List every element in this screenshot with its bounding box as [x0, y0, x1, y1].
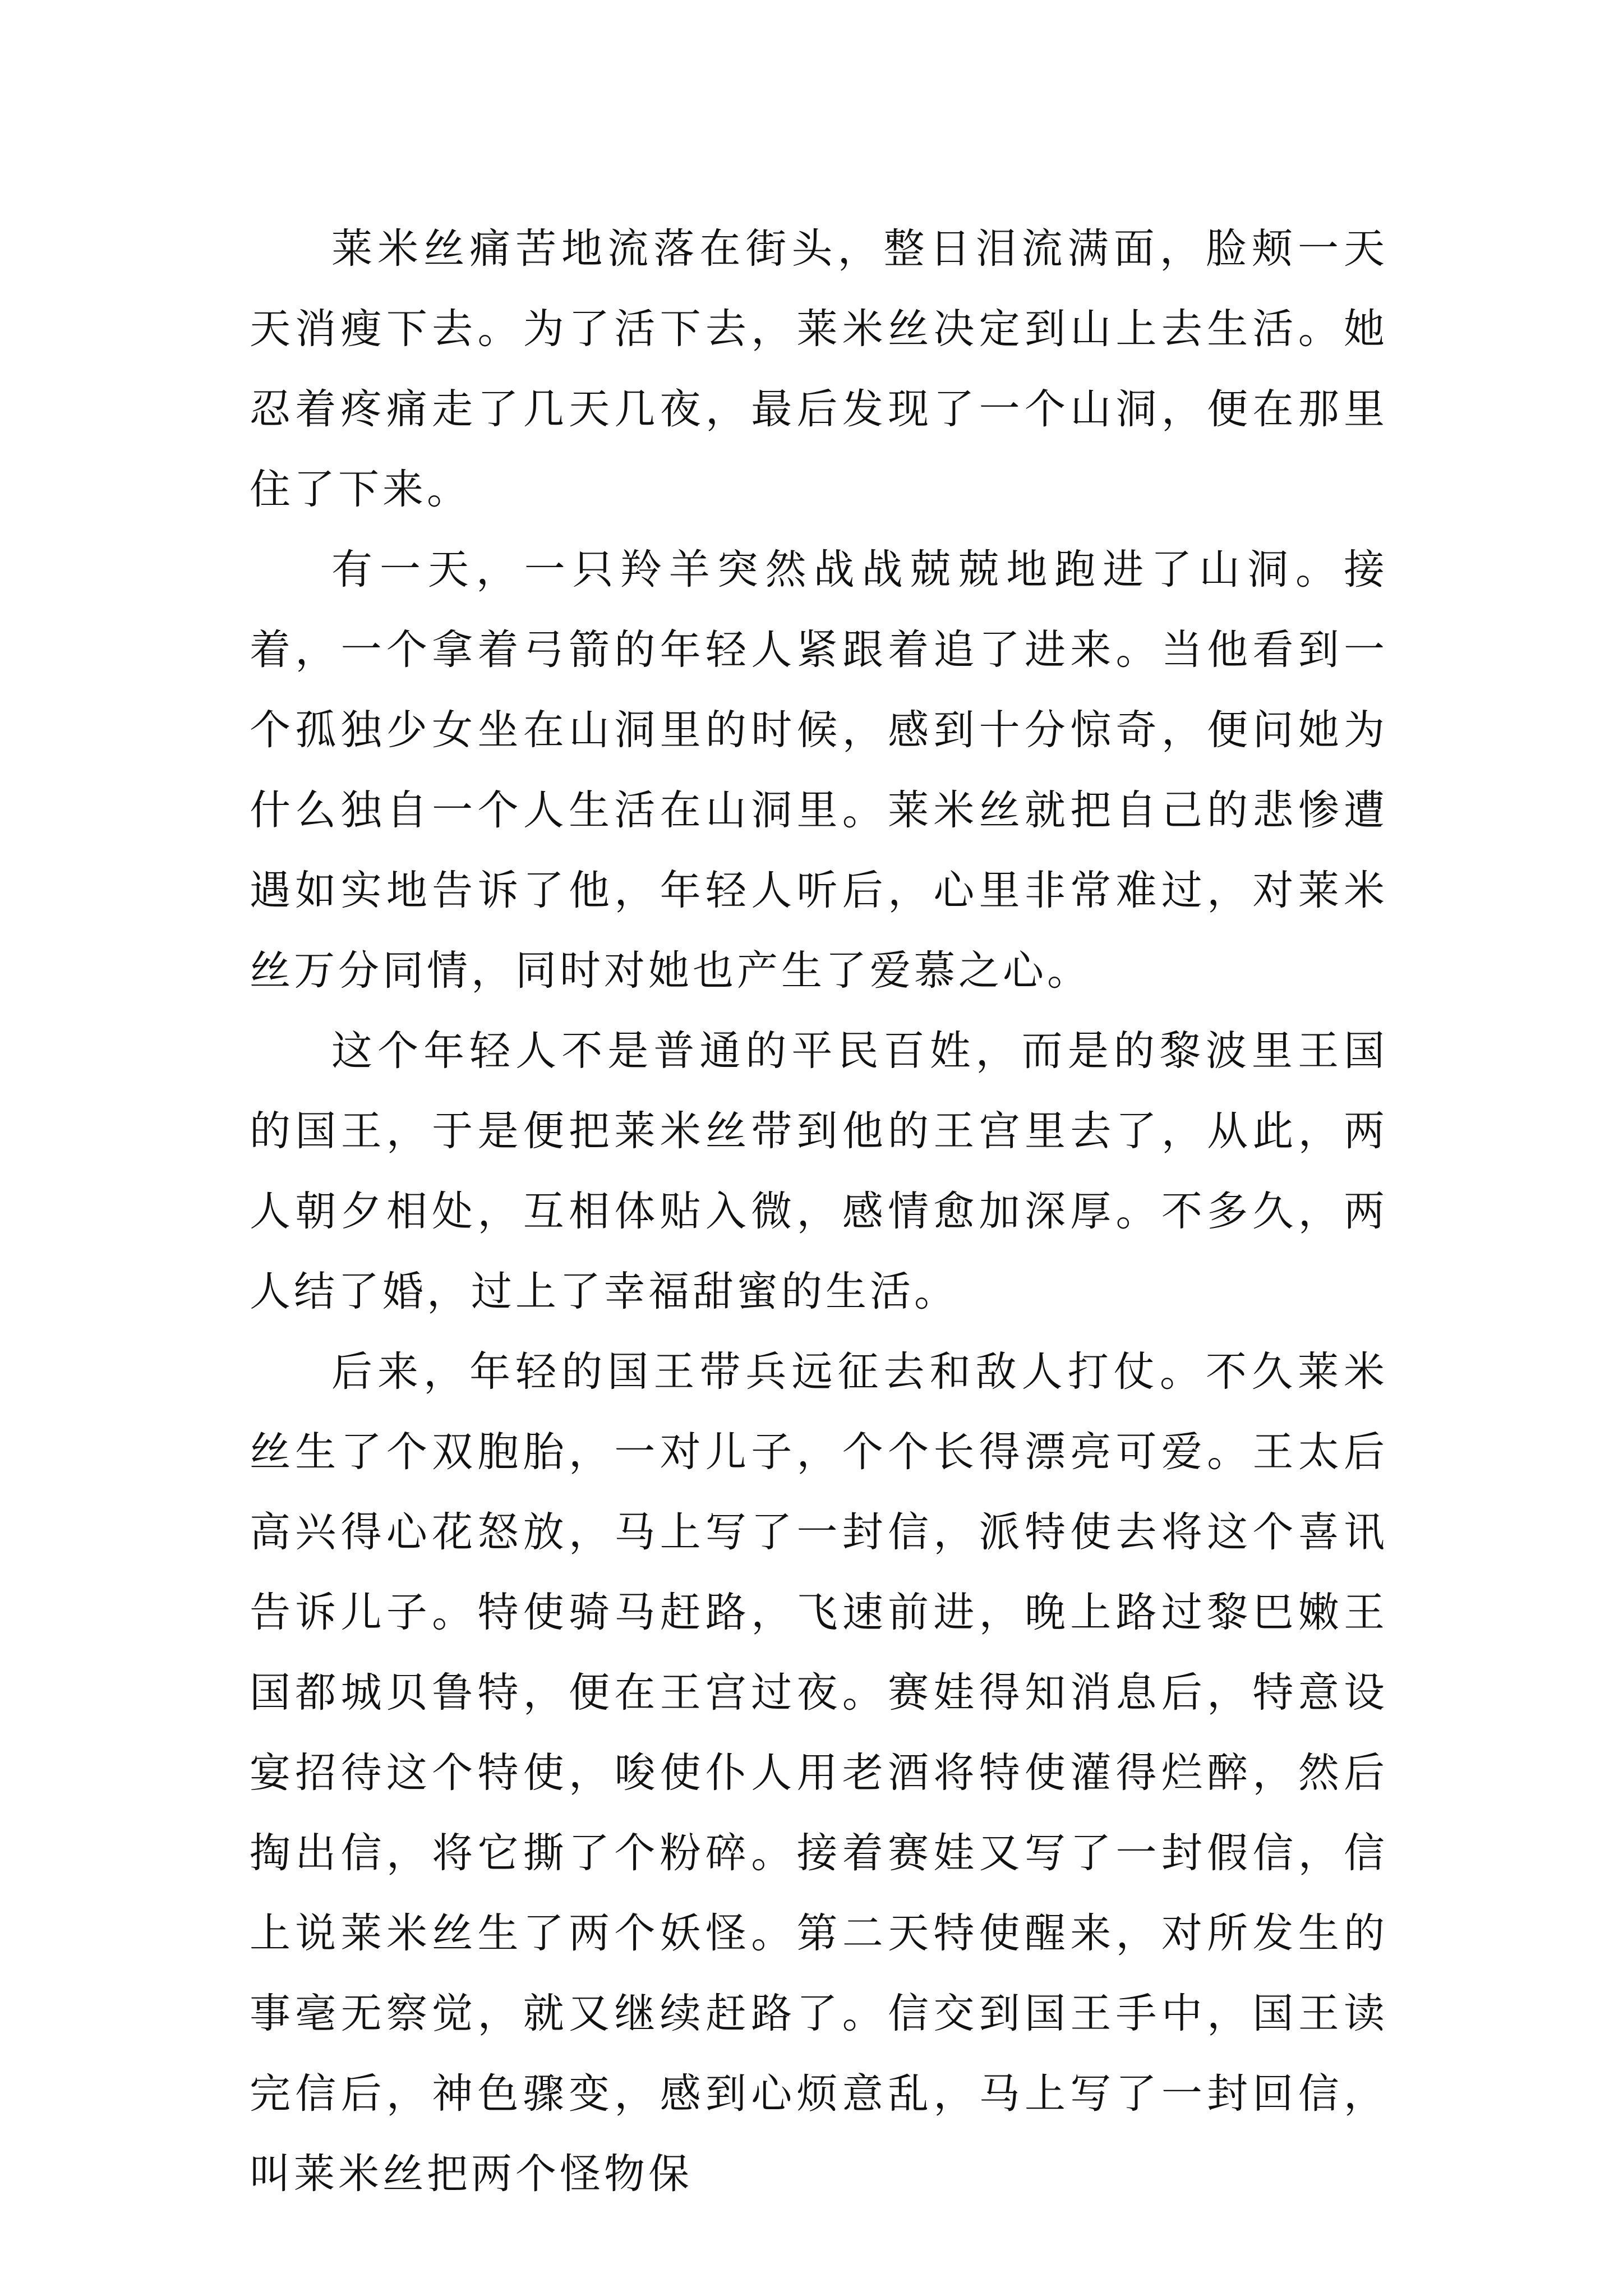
paragraph-1: 莱米丝痛苦地流落在街头，整日泪流满面，脸颊一天天消瘦下去。为了活下去，莱米丝决定到山上去生活。她忍着疼痛走了几天几夜，最后发现了一个山洞，便在那里住了下来。 [250, 225, 1388, 513]
paragraph-4: 后来，年轻的国王带兵远征去和敌人打仗。不久莱米丝生了个双胞胎，一对儿子，个个长得漂亮可爱。王太后高兴得心花怒放，马上写了一封信，派特使去将这个喜讯告诉儿子。特使骑马赶路，飞速前进，晚上路过黎巴嫩王国都城贝鲁特，便在王宫过夜。赛娃得知消息后，特意设宴招待这个特使，唆使仆人用老酒将特使灌得烂醉，然后掏出信，将它撕了个粉碎。接着赛娃又写了一封假信，信上说莱米丝生了两个妖怪。第二天特使醒来，对所发生的事毫无察觉，就又继续赶路了。信交到国王手中，国王读完信后，神色骤变，感到心烦意乱，马上写了一封回信，叫莱米丝把两个怪物保 [250, 1348, 1388, 2198]
paragraph-3: 这个年轻人不是普通的平民百姓，而是的黎波里王国的国王，于是便把莱米丝带到他的王宫里去了，从此，两人朝夕相处，互相体贴入微，感情愈加深厚。不多久，两人结了婚，过上了幸福甜蜜的生活。 [250, 1027, 1388, 1315]
story-text [250, 209, 1388, 2214]
paragraph-2: 有一天，一只羚羊突然战战兢兢地跑进了山洞。接着，一个拿着弓箭的年轻人紧跟着追了进来。当他看到一个孤独少女坐在山洞里的时候，感到十分惊奇，便问她为什么独自一个人生活在山洞里。莱米丝就把自己的悲惨遭遇如实地告诉了他，年轻人听后，心里非常难过，对莱米丝万分同情，同时对她也产生了爱慕之心。 [250, 546, 1388, 995]
